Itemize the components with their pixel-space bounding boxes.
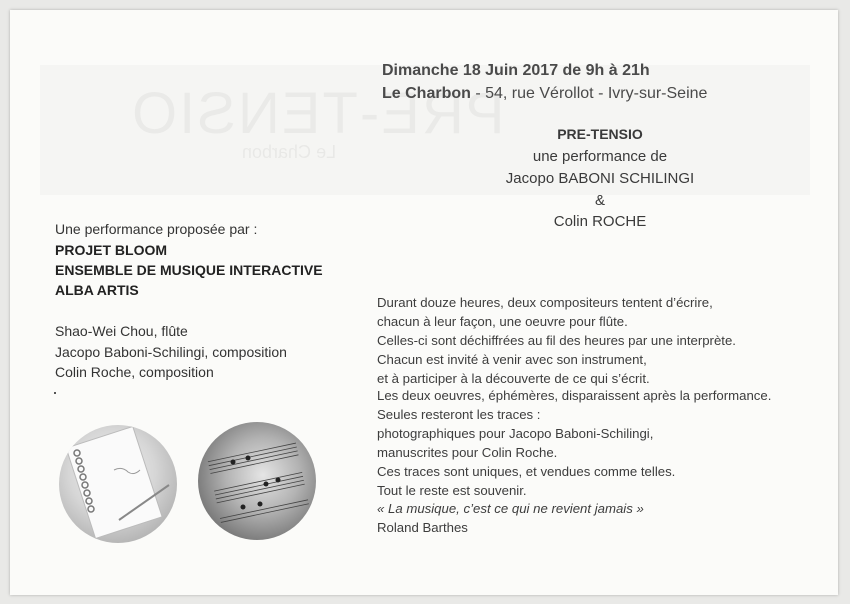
body-line-6: Les deux oeuvres, éphémères, disparaissent après la performance. <box>377 388 772 403</box>
notebook-photo <box>59 425 177 543</box>
organizer-1: PROJET BLOOM <box>55 242 168 258</box>
venue-name: Le Charbon <box>382 85 471 102</box>
body-line-8: photographiques pour Jacopo Baboni-Schilingi, <box>377 426 654 441</box>
body-line-5: et à participer à la découverte de ce qui s’écrit. <box>377 371 650 386</box>
event-date: Dimanche 18 Juin 2017 de 9h à 21h <box>382 62 650 79</box>
body-line-4: Chacun est invité à venir avec son instrument, <box>377 352 647 367</box>
performance-subtitle: une performance de <box>532 148 668 165</box>
performance-title: PRE-TENSIO <box>557 126 643 142</box>
quote: « La musique, c’est ce qui ne revient jamais » <box>377 501 644 516</box>
ampersand: & <box>594 192 605 209</box>
flyer-sheet <box>10 10 838 595</box>
manuscript-photo <box>198 422 316 540</box>
body-line-10: Ces traces sont uniques, et vendues comme telles. <box>377 464 676 479</box>
event-venue <box>382 85 707 103</box>
credit-composer-2: Colin Roche, composition <box>55 364 214 380</box>
stray-mark <box>54 392 56 394</box>
body-line-2: chacun à leur façon, une oeuvre pour flûte. <box>377 314 628 329</box>
body-line-7: Seules resteront les traces : <box>377 407 541 422</box>
body-line-9: manuscrites pour Colin Roche. <box>377 445 558 460</box>
credit-flute: Shao-Wei Chou, flûte <box>55 323 188 339</box>
venue-address: - 54, rue Vérollot - Ivry-sur-Seine <box>470 85 708 102</box>
artist-one: Jacopo BABONI SCHILINGI <box>505 170 695 187</box>
organizer-2: ENSEMBLE DE MUSIQUE INTERACTIVE <box>55 262 323 278</box>
body-line-3: Celles-ci sont déchiffrées au fil des heures par une interprète. <box>377 333 736 348</box>
credit-composer-1: Jacopo Baboni-Schilingi, composition <box>55 344 287 360</box>
body-line-11: Tout le reste est souvenir. <box>377 483 527 498</box>
show-through-subtitle: Le Charbon <box>242 142 337 162</box>
artist-two: Colin ROCHE <box>553 213 647 230</box>
organizer-3: ALBA ARTIS <box>55 282 139 298</box>
proposed-by-label: Une performance proposée par : <box>55 221 258 237</box>
body-line-1: Durant douze heures, deux compositeurs tentent d’écrire, <box>377 295 713 310</box>
quote-author: Roland Barthes <box>377 520 468 535</box>
